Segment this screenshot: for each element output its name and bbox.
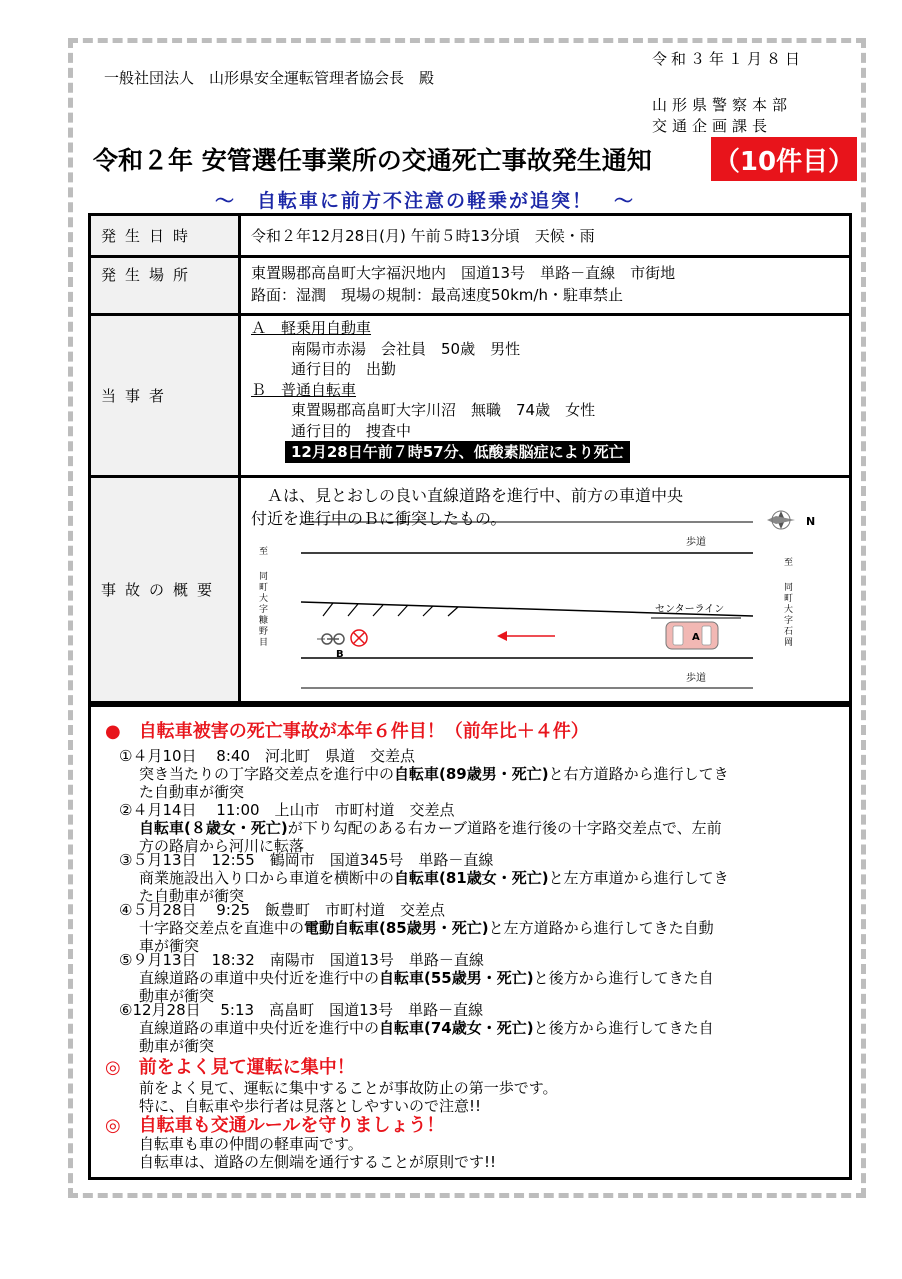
case-4-heading: ④５月28日 9:25 飯豊町 市町村道 交差点 xyxy=(119,901,445,919)
party-a-purpose: 通行目的 出勤 xyxy=(291,360,397,378)
case-count-badge: （10件目） xyxy=(711,137,857,181)
rules-text-1: 自転車も車の仲間の軽車両です。 xyxy=(139,1135,363,1153)
centerline-label: センターライン xyxy=(655,604,725,615)
svg-text:大: 大 xyxy=(784,605,794,615)
svg-text:町: 町 xyxy=(784,594,794,604)
row-date xyxy=(90,215,851,257)
car-label: A xyxy=(692,632,700,643)
bicycle-icon xyxy=(317,634,344,644)
place-value xyxy=(240,257,851,315)
row-parties xyxy=(90,315,851,477)
svg-text:同: 同 xyxy=(259,572,269,582)
case-1-heading: ①４月10日 8:40 河北町 県道 交差点 xyxy=(119,747,415,765)
summary-label: 事故の概要 xyxy=(90,477,240,703)
north-label: N xyxy=(806,515,816,528)
svg-text:至: 至 xyxy=(259,547,269,557)
accident-diagram xyxy=(241,478,847,700)
svg-text:野: 野 xyxy=(259,627,269,637)
right-destination xyxy=(784,557,793,648)
case-6-body: 直線道路の車道中央付近を進行中の自転車(74歳女・死亡)と後方から進行してきた自 xyxy=(139,1019,714,1037)
direction-arrow-icon xyxy=(497,631,555,641)
case-1-body: 突き当たりの丁字路交差点を進行中の自転車(89歳男・死亡)と右方道路から進行してき xyxy=(139,765,729,783)
svg-text:町: 町 xyxy=(259,583,269,593)
page-title: 令和２年 安管選任事業所の交通死亡事故発生通知 xyxy=(93,146,652,175)
case-4-body-2: 車が衝突 xyxy=(139,937,200,955)
bicycle-label: B xyxy=(336,649,344,660)
notes-heading-focus: ◎ 前をよく見て運転に集中！ xyxy=(105,1057,355,1078)
svg-text:大: 大 xyxy=(259,594,269,604)
svg-text:岡: 岡 xyxy=(784,638,794,648)
party-value xyxy=(240,315,851,477)
summary-line-2: 付近を進行中のＢに衝突したもの。 xyxy=(251,509,507,528)
sidewalk-top-label: 歩道 xyxy=(686,537,706,548)
party-b-purpose: 通行目的 捜査中 xyxy=(291,421,412,440)
svg-text:字: 字 xyxy=(259,605,269,615)
date-label: 発生日時 xyxy=(90,215,240,257)
date-value: 令和２年12月28日(月) 午前５時13分頃 天候・雨 xyxy=(240,215,851,257)
case-5-body: 直線道路の車道中央付近を進行中の自転車(55歳男・死亡)と後方から進行してきた自 xyxy=(139,969,714,987)
svg-text:目: 目 xyxy=(259,638,269,648)
addressee: 一般社団法人 山形県安全運転管理者協会長 殿 xyxy=(104,69,435,87)
place-line-1: 東置賜郡高畠町大字福沢地内 国道13号 単路－直線 市街地 xyxy=(251,264,676,282)
sidewalk-bottom-label: 歩道 xyxy=(686,673,706,684)
sender-organization: 山形県警察本部 xyxy=(652,96,793,114)
place-label: 発生場所 xyxy=(90,257,240,315)
case-2-body-2: 方の路肩から河川に転落 xyxy=(139,837,305,855)
row-place xyxy=(90,257,851,315)
page-subtitle: ～ 自転車に前方不注意の軽乗が追突！ ～ xyxy=(215,190,636,212)
case-2-body: 自転車(８歳女・死亡)が下り勾配のある右カーブ道路を進行後の十字路交差点で、左前 xyxy=(139,819,722,837)
case-2-heading: ②４月14日 11:00 上山市 市町村道 交差点 xyxy=(119,801,455,819)
case-1-body-2: た自動車が衝突 xyxy=(139,783,245,801)
svg-text:字: 字 xyxy=(784,616,794,626)
place-line-2: 路面：湿潤 現場の規制：最高速度50km/h・駐車禁止 xyxy=(251,286,623,304)
summary-value xyxy=(240,477,851,703)
summary-line-1: Ａは、見とおしの良い直線道路を進行中、前方の車道中央 xyxy=(251,486,684,505)
left-destination xyxy=(259,546,268,648)
focus-text-1: 前をよく見て、運転に集中することが事故防止の第一歩です。 xyxy=(139,1079,558,1097)
case-3-body: 商業施設出入り口から車道を横断中の自転車(81歳女・死亡)と左方車道から進行してき xyxy=(139,869,729,887)
svg-text:至: 至 xyxy=(784,558,794,568)
row-summary xyxy=(90,477,851,703)
svg-text:糠: 糠 xyxy=(259,616,269,626)
party-b-profile: 東置賜郡高畠町大字川沼 無職 74歳 女性 xyxy=(291,401,596,419)
sender-department: 交通企画課長 xyxy=(652,117,773,135)
notes-section xyxy=(88,704,852,1180)
focus-text-2: 特に、自転車や歩行者は見落としやすいので注意!! xyxy=(139,1097,482,1115)
party-label: 当事者 xyxy=(90,315,240,477)
case-6-body-2: 動車が衝突 xyxy=(139,1037,215,1055)
notes-heading-bicycle: ● 自転車被害の死亡事故が本年６件目！（前年比＋４件） xyxy=(105,721,589,742)
case-6-heading: ⑥12月28日 5:13 高畠町 国道13号 単路－直線 xyxy=(119,1001,484,1019)
case-3-heading: ③５月13日 12:55 鶴岡市 国道345号 単路－直線 xyxy=(119,851,494,869)
party-a-heading: Ａ 軽乗用自動車 xyxy=(251,319,372,337)
accident-info-table xyxy=(88,213,852,704)
svg-text:石: 石 xyxy=(784,627,794,637)
case-5-heading: ⑤９月13日 18:32 南陽市 国道13号 単路－直線 xyxy=(119,951,484,969)
case-4-body: 十字路交差点を直進中の電動自転車(85歳男・死亡)と左方道路から進行してきた自動 xyxy=(139,919,714,937)
rules-text-2: 自転車は、道路の左側端を通行することが原則です!! xyxy=(139,1153,497,1171)
svg-text:同: 同 xyxy=(784,583,794,593)
party-a-profile: 南陽市赤湯 会社員 50歳 男性 xyxy=(291,339,521,358)
issue-date: 令和３年１月８日 xyxy=(652,50,805,68)
compass-icon xyxy=(767,511,795,529)
case-5-body-2: 動車が衝突 xyxy=(139,987,215,1005)
notes-heading-rules: ◎ 自転車も交通ルールを守りましょう！ xyxy=(105,1115,445,1136)
party-b-death-notice: 12月28日午前７時57分、低酸素脳症により死亡 xyxy=(285,441,630,463)
case-3-body-2: た自動車が衝突 xyxy=(139,887,245,905)
party-b-heading: Ｂ 普通自転車 xyxy=(251,380,357,399)
collision-icon xyxy=(351,630,367,646)
